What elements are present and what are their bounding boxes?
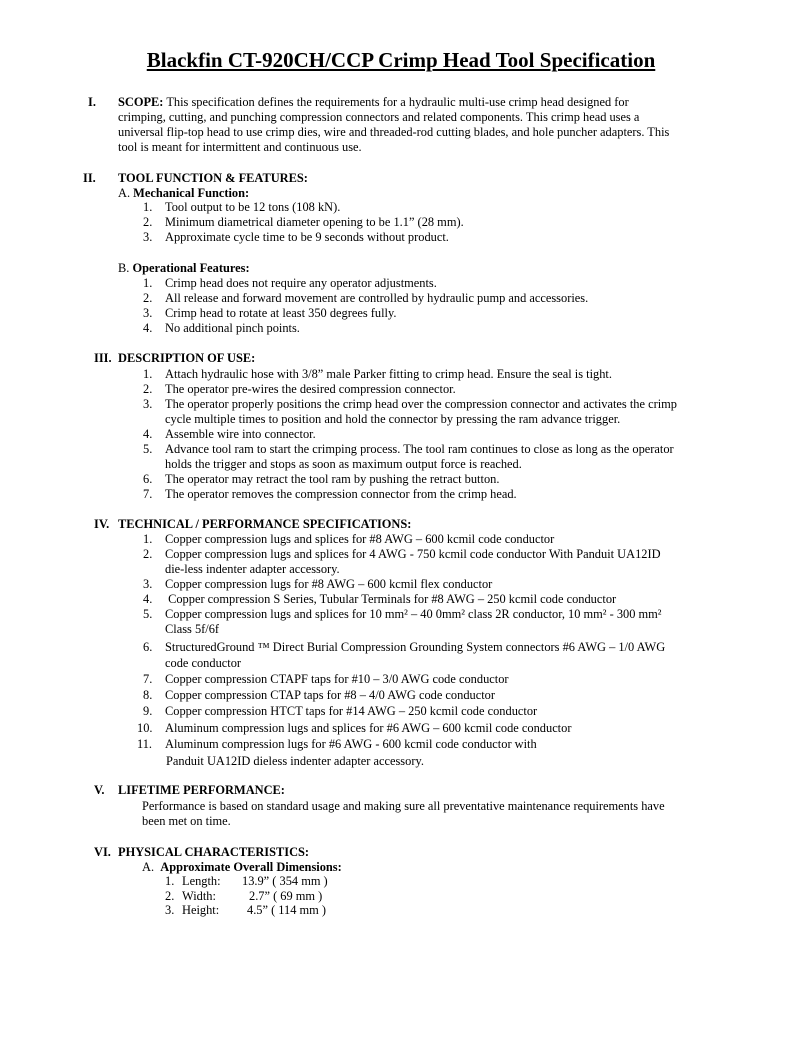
list-item-num: 8. — [143, 688, 153, 702]
list-item: Aluminum compression lugs and splices for #6 AWG – 600 kcmil code conductor — [165, 721, 572, 735]
list-item: Copper compression lugs and splices for 4 AWG - 750 kcmil code conductor With Panduit UA12ID — [165, 547, 661, 561]
scope-line-3: universal flip-top head to use crimp dies, wire and threaded-rod cutting blades, and hole puncher adapters. This — [118, 125, 670, 139]
list-item: All release and forward movement are controlled by hydraulic pump and accessories. — [165, 291, 589, 305]
section-1-numeral: I. — [88, 95, 96, 109]
list-item-continuation: cycle multiple times to position and hold the connector by pressing the ram advance trigger. — [165, 412, 621, 426]
list-item-num: 5. — [143, 607, 153, 621]
scope-line-4: tool is meant for intermittent and continuous use. — [118, 140, 362, 154]
list-item-num: 2. — [143, 547, 153, 561]
section-5-heading: LIFETIME PERFORMANCE: — [118, 783, 285, 797]
list-item: Tool output to be 12 tons (108 kN). — [165, 200, 341, 214]
list-item: StructuredGround ™ Direct Burial Compression Grounding System connectors #6 AWG – 1/0 AWG — [165, 640, 666, 654]
list-item-continuation: Panduit UA12ID dieless indenter adapter accessory. — [166, 754, 424, 768]
list-item-num: 6. — [143, 640, 153, 654]
list-item-num: 11. — [137, 737, 153, 751]
list-item-num: 3. — [143, 230, 153, 244]
list-item: No additional pinch points. — [165, 321, 300, 335]
section-4-heading: TECHNICAL / PERFORMANCE SPECIFICATIONS: — [118, 517, 412, 531]
list-item-num: 6. — [143, 472, 153, 486]
list-item-num: 2. — [143, 291, 153, 305]
dimension-value: 2.7” ( 69 mm ) — [249, 889, 323, 903]
list-item: Attach hydraulic hose with 3/8” male Parker fitting to crimp head. Ensure the seal is tight. — [165, 367, 612, 381]
section-1-scope-line-1 — [118, 95, 629, 110]
list-item-num: 9. — [143, 704, 153, 718]
list-item-num: 1. — [143, 200, 153, 214]
document-title: Blackfin CT-920CH/CCP Crimp Head Tool Specification — [146, 48, 656, 72]
list-item: Crimp head does not require any operator adjustments. — [165, 276, 437, 290]
lifetime-line-2: been met on time. — [142, 814, 231, 828]
section-2-numeral: II. — [83, 171, 96, 185]
scope-text: This specification defines the requirements for a hydraulic multi-use crimp head designed for — [166, 95, 629, 109]
list-item: The operator pre-wires the desired compression connector. — [165, 382, 456, 396]
list-item: Aluminum compression lugs for #6 AWG - 600 kcmil code conductor with — [165, 737, 537, 751]
list-item-num: 7. — [143, 487, 153, 501]
list-item-num: 10. — [137, 721, 153, 735]
list-item-num: 1. — [143, 367, 153, 381]
list-item-num: 7. — [143, 672, 153, 686]
dimension-label: Width: — [182, 889, 216, 903]
list-item-num: 2. — [143, 215, 153, 229]
list-item: Copper compression S Series, Tubular Terminals for #8 AWG – 250 kcmil code conductor — [165, 592, 617, 606]
list-item-continuation: holds the trigger and stops as soon as maximum output force is reached. — [165, 457, 522, 471]
list-item: Copper compression CTAPF taps for #10 – 3/0 AWG code conductor — [165, 672, 509, 686]
scope-line-2: crimping, cutting, and punching compression connectors and related components. This crimp head uses a — [118, 110, 640, 124]
list-item-num: 4. — [143, 321, 153, 335]
list-item: The operator properly positions the crimp head over the compression connector and activates the crimp — [165, 397, 677, 411]
list-item-continuation: die-less indenter adapter accessory. — [165, 562, 340, 576]
list-item-num: 4. — [143, 592, 153, 606]
list-item-continuation: Class 5f/6f — [165, 622, 220, 636]
dimension-value: 13.9” ( 354 mm ) — [242, 874, 328, 888]
list-item-num: 3. — [143, 577, 153, 591]
section-5-numeral: V. — [94, 783, 105, 797]
list-item-num: 1. — [143, 276, 153, 290]
subsection-2a-heading: A. Mechanical Function: — [118, 186, 250, 200]
list-item: Advance tool ram to start the crimping process. The tool ram continues to close as long as the operator — [165, 442, 674, 456]
dimension-label: Height: — [182, 903, 220, 917]
list-item: The operator may retract the tool ram by pushing the retract button. — [165, 472, 500, 486]
list-item-num: 2. — [143, 382, 153, 396]
list-item: Approximate cycle time to be 9 seconds without product. — [165, 230, 449, 244]
section-2-heading: TOOL FUNCTION & FEATURES: — [118, 171, 308, 185]
section-4-numeral: IV. — [94, 517, 110, 531]
section-1-heading: SCOPE: — [118, 95, 164, 109]
list-item-num: 1. — [143, 532, 153, 546]
list-item: Copper compression lugs and splices for #8 AWG – 600 kcmil code conductor — [165, 532, 555, 546]
list-item-num: 4. — [143, 427, 153, 441]
section-6-heading: PHYSICAL CHARACTERISTICS: — [118, 845, 310, 859]
list-item: The operator removes the compression connector from the crimp head. — [165, 487, 517, 501]
section-3-heading: DESCRIPTION OF USE: — [118, 351, 256, 365]
list-item: Copper compression HTCT taps for #14 AWG – 250 kcmil code conductor — [165, 704, 538, 718]
list-item: Copper compression CTAP taps for #8 – 4/0 AWG code conductor — [165, 688, 495, 702]
dimension-label: Length: — [182, 874, 221, 888]
dimension-num: 1. — [165, 874, 175, 888]
list-item-num: 3. — [143, 306, 153, 320]
list-item: Minimum diametrical diameter opening to be 1.1” (28 mm). — [165, 215, 464, 229]
list-item: Assemble wire into connector. — [165, 427, 316, 441]
dimension-num: 2. — [165, 889, 175, 903]
subsection-6a-heading: A. Approximate Overall Dimensions: — [142, 860, 342, 874]
subsection-2b-heading: B. Operational Features: — [118, 261, 250, 275]
dimension-num: 3. — [165, 903, 175, 917]
lifetime-line-1: Performance is based on standard usage and making sure all preventative maintenance requirements have — [142, 799, 665, 813]
list-item-num: 3. — [143, 397, 153, 411]
list-item: Copper compression lugs and splices for 10 mm² – 40 0mm² class 2R conductor, 10 mm² - 300 mm² — [165, 607, 662, 621]
list-item-num: 5. — [143, 442, 153, 456]
section-3-numeral: III. — [94, 351, 112, 365]
list-item: Crimp head to rotate at least 350 degrees fully. — [165, 306, 397, 320]
list-item: Copper compression lugs for #8 AWG – 600 kcmil flex conductor — [165, 577, 493, 591]
section-6-numeral: VI. — [94, 845, 111, 859]
dimension-value: 4.5” ( 114 mm ) — [247, 903, 327, 917]
list-item-continuation: code conductor — [165, 656, 242, 670]
